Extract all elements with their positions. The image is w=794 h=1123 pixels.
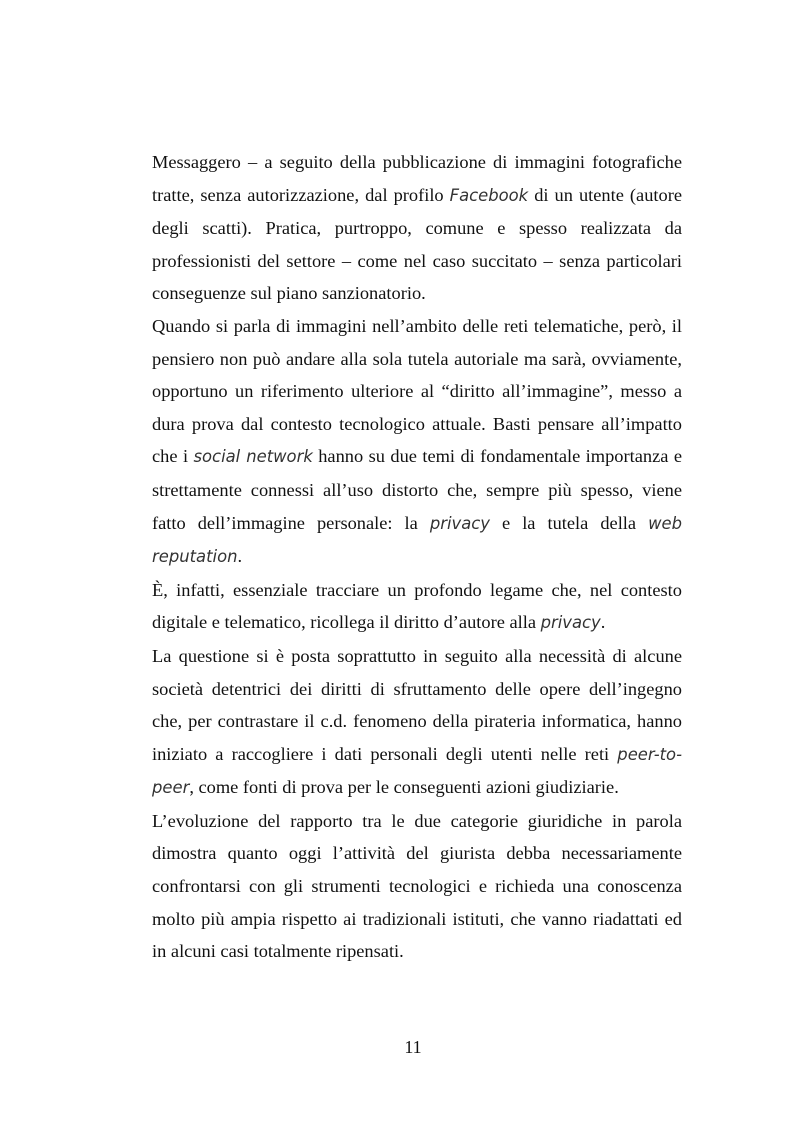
paragraph-5	[152, 805, 682, 968]
paragraph-1-text-a: Messaggero – a seguito della pubblicazione di immagini fotografiche tratte, senza autorizzazione, dal profilo	[152, 152, 682, 205]
paragraph-4	[152, 640, 682, 805]
paragraph-3-text-a: È, infatti, essenziale tracciare un profondo legame che, nel contesto digitale e telematico, ricollega il diritto d’autore alla	[152, 579, 682, 633]
paragraph-2-italic-privacy: privacy	[429, 513, 490, 533]
page-number: 11	[404, 1037, 422, 1057]
paragraph-2-text-c: e la tutela della	[490, 512, 649, 533]
paragraph-1	[152, 146, 682, 310]
paragraph-2-italic-web-reputation: web reputation	[152, 513, 682, 567]
paragraph-2-text-b: hanno su due temi di fondamentale importanza e strettamente connessi all’uso distorto che, sempre più spesso, viene fatto dell’immagine personale: la	[152, 446, 682, 533]
paragraph-3-text-b: .	[600, 612, 606, 633]
paragraph-4-text-a: La questione si è posta soprattutto in seguito alla necessità di alcune società detentrici dei diritti di sfruttamento delle opere dell’ingegno che, per contrastare il c.d. fenomeno della pirateria informatica, hanno iniziato a raccogliere i dati personali degli utenti nelle reti	[152, 645, 682, 764]
paragraph-3-italic-privacy: privacy	[540, 613, 601, 633]
paragraph-5-text: L’evoluzione del rapporto tra le due categorie giuridiche in parola dimostra quanto oggi l’attività del giurista debba necessariamente confrontarsi con gli strumenti tecnologici e richieda una conoscenza molto più ampia rispetto ai tradizionali istituti, che vanno riadattati ed in alcuni casi totalmente ripensati.	[152, 810, 682, 962]
paragraph-2	[152, 310, 682, 574]
paragraph-2-italic-social-network: social network	[193, 447, 313, 467]
paragraph-2-text-d: .	[237, 546, 243, 567]
paragraph-1-text-b: di un utente (autore degli scatti). Pratica, purtroppo, comune e spesso realizzata da professionisti del settore – come nel caso succitato – senza particolari conseguenze sul piano sanzionatorio.	[152, 184, 682, 304]
paragraph-2-text-a: Quando si parla di immagini nell’ambito delle reti telematiche, però, il pensiero non può andare alla sola tutela autoriale ma sarà, ovviamente, opportuno un riferimento ulteriore al “diritto all’immagine”, messo a dura prova dal contesto tecnologico attuale. Basti pensare all’impatto che i	[152, 315, 682, 467]
paragraph-4-text-b: , come fonti di prova per le conseguenti azioni giudiziarie.	[189, 777, 619, 798]
paragraph-1-italic-facebook: Facebook	[449, 185, 529, 205]
paragraph-3	[152, 574, 682, 640]
paragraph-4-italic-peer-to-peer: peer-to-peer	[152, 744, 682, 798]
page-body	[152, 146, 682, 968]
